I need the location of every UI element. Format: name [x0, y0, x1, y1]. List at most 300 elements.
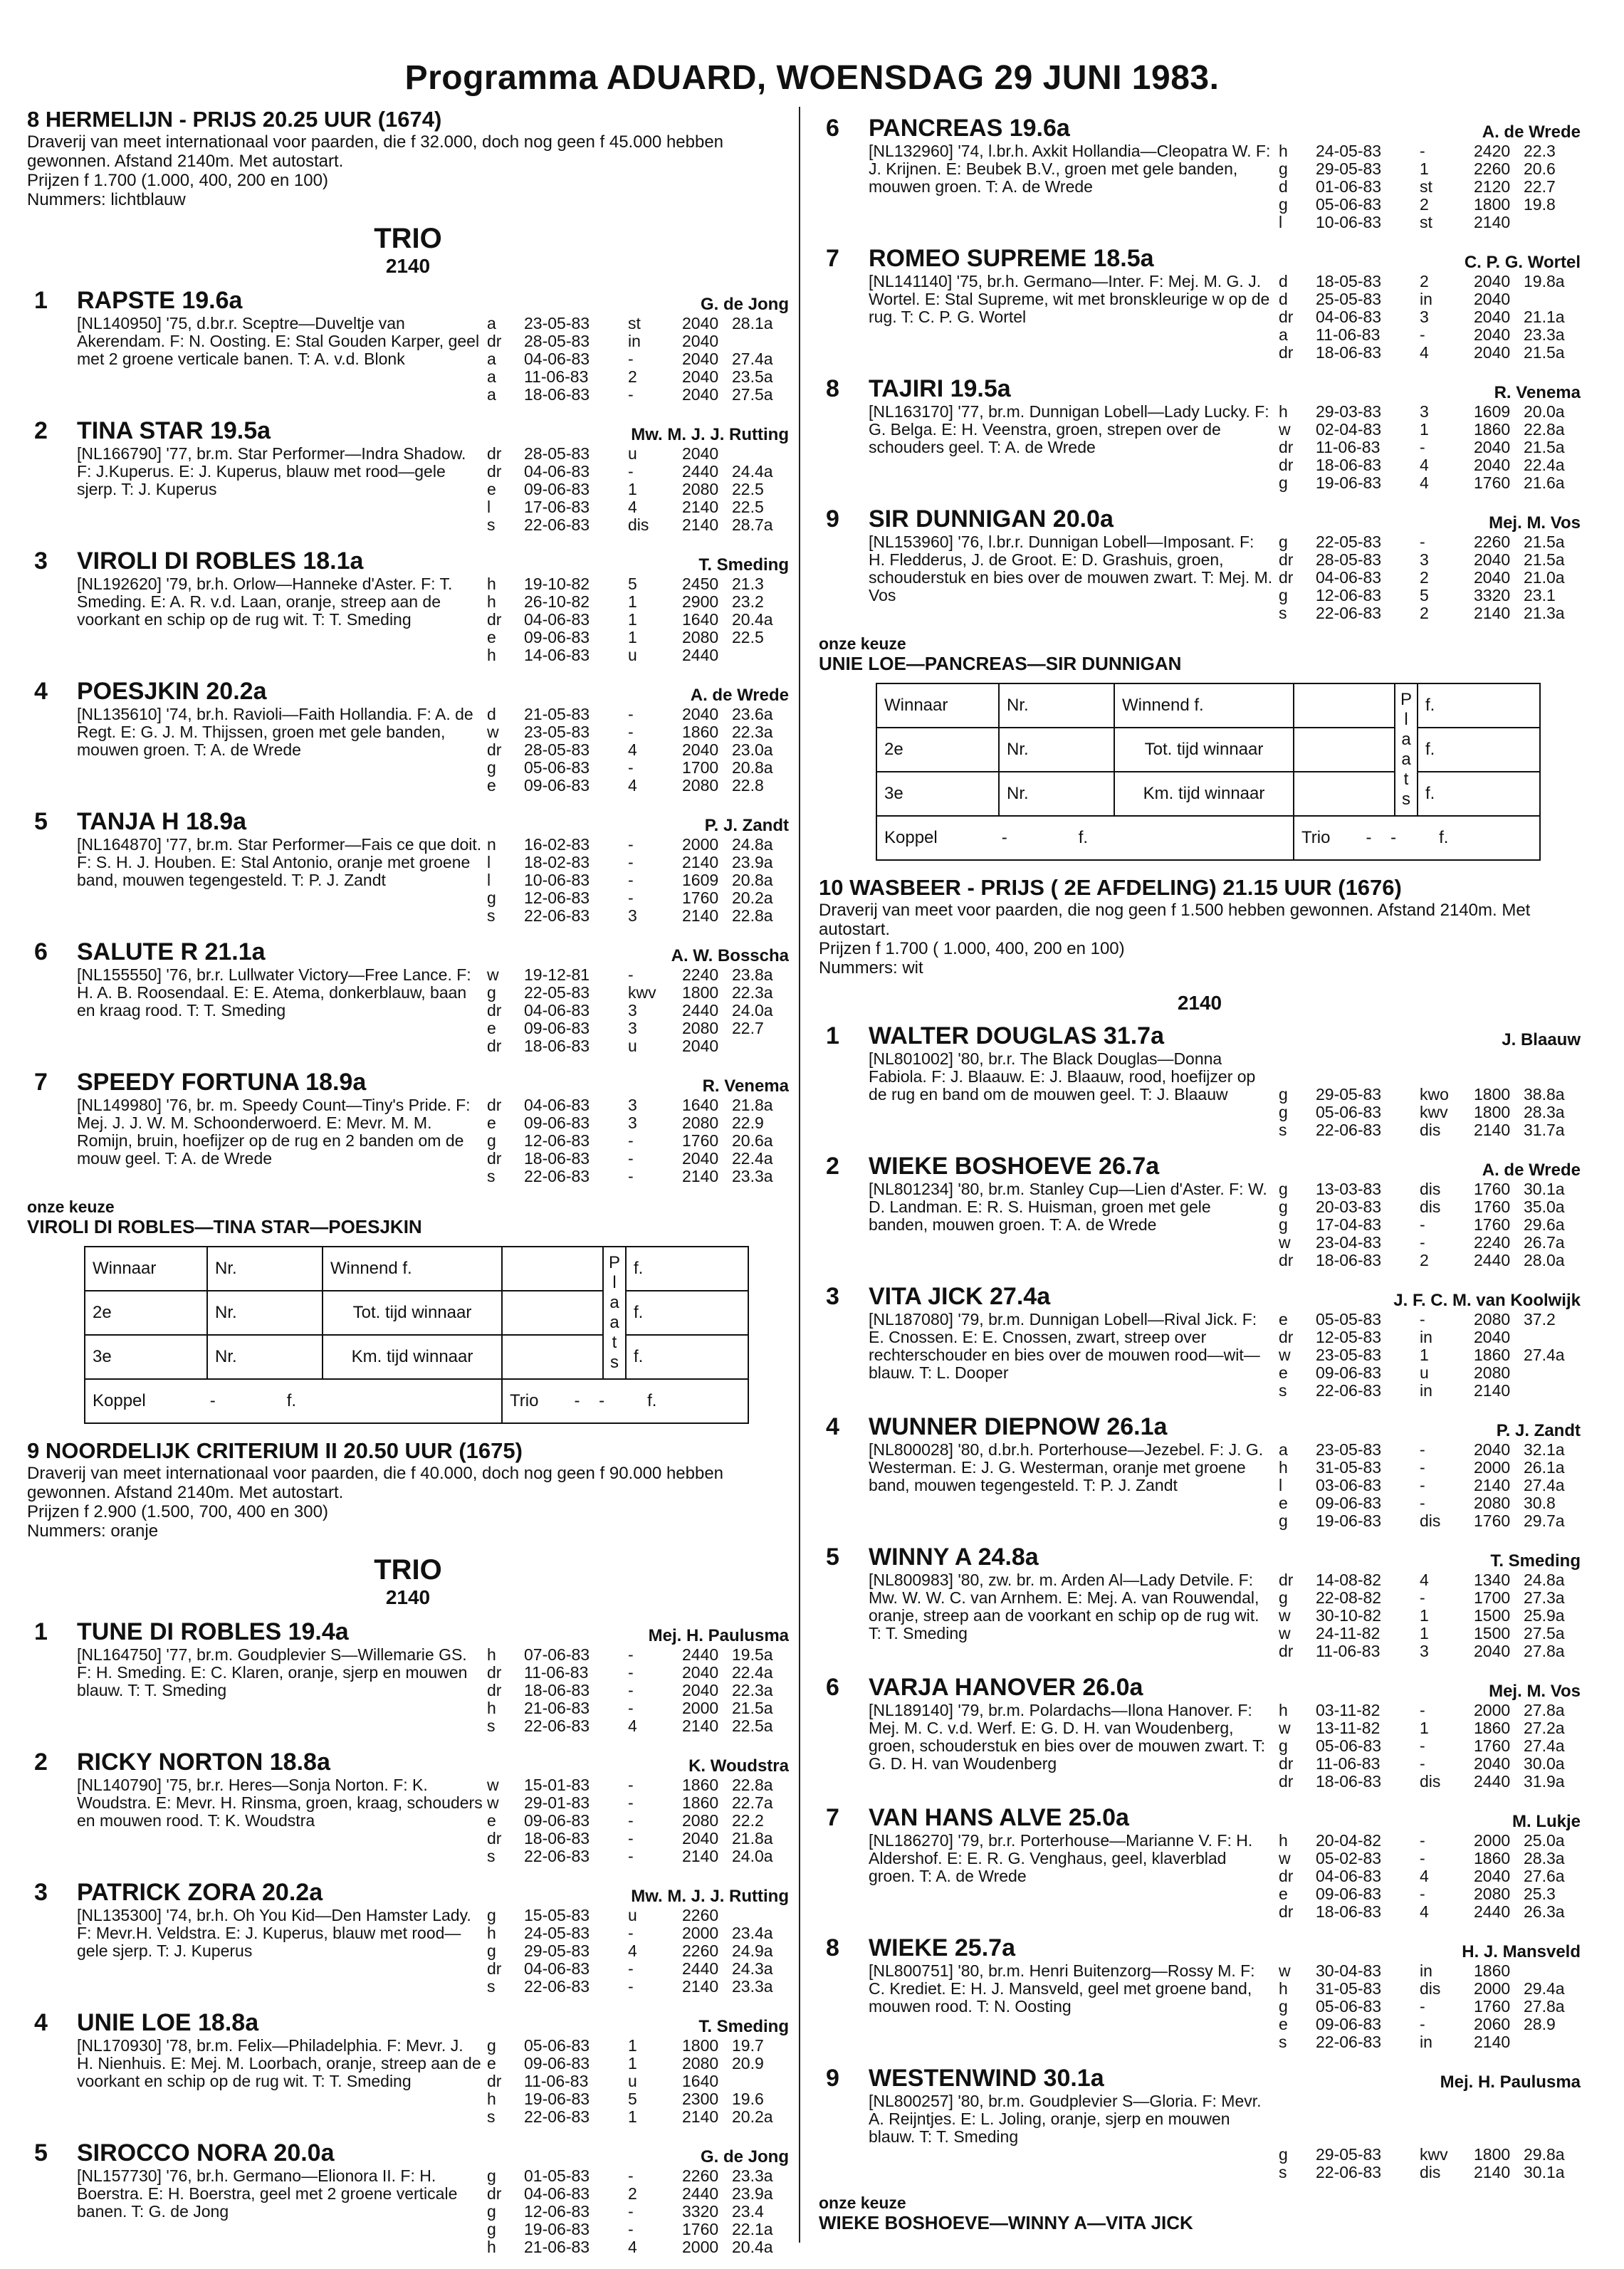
race-date: 09-06-83	[524, 1019, 590, 1037]
winner-label[interactable]: Winnaar	[876, 683, 999, 728]
km-time: 29.4a	[1524, 1979, 1565, 1998]
track-code: g	[1279, 1198, 1288, 1216]
placing: u	[628, 1037, 637, 1055]
horse-title-row	[819, 1934, 1581, 1962]
race-date: 25-05-83	[1316, 290, 1382, 308]
placing: -	[1420, 2015, 1425, 2033]
placing: -	[628, 1681, 634, 1699]
koppel-cell[interactable]	[85, 1379, 502, 1423]
horse-number: 2	[34, 1749, 48, 1776]
third-label[interactable]: 3e	[85, 1335, 207, 1379]
input-cell[interactable]	[502, 1335, 603, 1379]
km-time: 25.3	[1524, 1885, 1556, 1903]
track-code: g	[1279, 1511, 1288, 1530]
km-time	[1524, 1364, 1581, 1382]
track-code: g	[1279, 586, 1288, 604]
placing: -	[628, 350, 634, 368]
horse-driver: P. J. Zandt	[1496, 1421, 1581, 1440]
result-line	[487, 445, 789, 463]
horse-name: VAN HANS ALVE 25.0a	[869, 1804, 1129, 1831]
km-time: 20.8a	[732, 758, 773, 777]
track-code: dr	[487, 1663, 502, 1682]
horse-driver: R. Venema	[1494, 383, 1581, 402]
horse-number: 6	[34, 938, 48, 965]
result-line	[487, 1924, 789, 1942]
result-line	[1279, 178, 1581, 196]
km-time: 21.5a	[732, 1699, 773, 1717]
horse-driver: J. Blaauw	[1502, 1030, 1581, 1049]
track-code: h	[487, 1699, 496, 1717]
horse-name: PANCREAS 19.6a	[869, 115, 1070, 142]
km-time: 23.4a	[732, 1924, 773, 1942]
track-code: e	[1279, 1885, 1288, 1903]
run-distance: 1760	[1474, 1997, 1511, 2016]
track-code: h	[487, 592, 496, 611]
km-time: 20.6	[1524, 159, 1556, 178]
run-distance: 2040	[1474, 1328, 1511, 1346]
placing: 1	[1420, 420, 1429, 439]
race-date: 18-02-83	[524, 853, 590, 871]
placing: 3	[628, 906, 637, 925]
race-date: 05-06-83	[1316, 1997, 1382, 2016]
input-cell[interactable]	[502, 1247, 603, 1291]
horse-description: [NL800257] '80, br.m. Goudplevier S—Gloria. F: Mevr. A. Reijntjes. E: L. Joling, oranje, sjerp en mouwen blauw. T: T. Smeding	[869, 2092, 1262, 2146]
place-amount[interactable]: f.	[626, 1291, 748, 1335]
result-line	[1279, 1311, 1581, 1329]
result-line	[487, 516, 789, 534]
km-time: 27.3a	[1524, 1588, 1565, 1607]
placing: -	[628, 871, 634, 889]
placing: dis	[1420, 1180, 1441, 1198]
km-time: 25.0a	[1524, 1831, 1565, 1850]
winnings-label[interactable]: Winnend f.	[1114, 683, 1294, 728]
our-choice: UNIE LOE—PANCREAS—SIR DUNNIGAN	[819, 653, 1182, 674]
race-date: 05-06-83	[1316, 195, 1382, 214]
horse-name: WIEKE 25.7a	[869, 1934, 1015, 1961]
horse-title-row	[819, 244, 1581, 273]
result-line	[487, 1942, 789, 1960]
km-time: 22.5a	[732, 1717, 773, 1735]
track-code: dr	[1279, 1867, 1294, 1885]
horse-body	[819, 2092, 1581, 2181]
koppel-cell[interactable]	[876, 816, 1294, 860]
place-amount[interactable]: f.	[626, 1335, 748, 1379]
run-distance: 2900	[682, 592, 719, 611]
result-line	[487, 1907, 789, 1924]
horse-title-row	[819, 1022, 1581, 1050]
race-distance: 2140	[385, 1586, 431, 1608]
nr-label[interactable]: Nr.	[999, 772, 1114, 816]
horse-name: WIEKE BOSHOEVE 26.7a	[869, 1153, 1160, 1180]
km-time: 37.2	[1524, 1310, 1556, 1329]
horse-body	[27, 1646, 789, 1735]
km-time: 20.2a	[732, 2107, 773, 2126]
horse-title-row	[819, 1543, 1581, 1571]
input-cell[interactable]	[1294, 728, 1395, 772]
horse-title-row	[27, 547, 789, 575]
km-time: 19.6	[732, 2090, 764, 2108]
run-distance: 1760	[1474, 473, 1511, 492]
race-date: 18-06-83	[1316, 343, 1382, 362]
horse-description: [NL140950] '75, d.br.r. Sceptre—Duveltje van Akerendam. F: N. Oosting. E: Stal Gouden Karper, geel met 2 groene verticale banen. T: A. v.d. Blonk	[77, 314, 480, 368]
horse-entry	[819, 1022, 1581, 1139]
race-date: 12-06-83	[1316, 586, 1382, 604]
km-time-label[interactable]: Km. tijd winnaar	[323, 1335, 502, 1379]
horse-number: 2	[826, 1153, 839, 1180]
placing: in	[1420, 1328, 1432, 1346]
horse-entry	[819, 374, 1581, 492]
placing: 5	[628, 575, 637, 593]
horse-number: 2	[34, 417, 48, 444]
nr-label[interactable]: Nr.	[207, 1247, 323, 1291]
placing: 4	[628, 740, 637, 759]
km-time: 22.4a	[1524, 456, 1565, 474]
run-distance: 2080	[682, 1019, 719, 1037]
run-distance: 2040	[682, 314, 719, 332]
place-letter: P	[608, 1253, 620, 1272]
run-distance: 1340	[1474, 1571, 1511, 1589]
horse-body	[819, 1962, 1581, 2051]
result-line	[1279, 1885, 1581, 1903]
run-distance: 2140	[682, 498, 719, 516]
result-line	[487, 1978, 789, 1996]
placing: kwv	[1420, 2145, 1448, 2164]
horse-name: WALTER DOUGLAS 31.7a	[869, 1022, 1164, 1049]
placing: -	[1420, 1831, 1425, 1850]
run-distance: 1760	[1474, 1180, 1511, 1198]
run-distance: 2040	[1474, 456, 1511, 474]
km-time: 27.4a	[1524, 1346, 1565, 1364]
track-code: s	[487, 1977, 496, 1996]
km-time: 20.9	[732, 2054, 764, 2073]
km-time	[1524, 214, 1581, 231]
bet-type: TRIO	[374, 223, 442, 254]
winner-label[interactable]: Winnaar	[85, 1247, 207, 1291]
result-line	[1279, 308, 1581, 326]
run-distance: 1760	[682, 2220, 719, 2238]
race-date: 09-06-83	[1316, 1494, 1382, 1512]
race-date: 09-06-83	[1316, 2015, 1382, 2033]
placing: u	[628, 444, 637, 463]
result-form-row	[85, 1291, 748, 1335]
nr-label[interactable]: Nr.	[999, 683, 1114, 728]
race-prizes: Prijzen f 1.700 (1.000, 400, 200 en 100)	[27, 171, 328, 190]
track-code: h	[487, 646, 496, 664]
track-code: d	[1279, 177, 1288, 196]
trio-cell[interactable]	[1294, 816, 1540, 860]
recent-results	[487, 1646, 789, 1735]
result-line	[1279, 1216, 1581, 1234]
race-date: 22-06-83	[1316, 1121, 1382, 1139]
horse-number: 7	[826, 245, 839, 272]
track-code: dr	[487, 332, 502, 350]
run-distance: 1860	[1474, 1719, 1511, 1737]
placing: -	[628, 1149, 634, 1168]
race-date: 01-06-83	[1316, 177, 1382, 196]
recent-results	[487, 2167, 789, 2256]
race-date: 05-06-83	[1316, 1103, 1382, 1121]
horse-title-row	[819, 1673, 1581, 1702]
run-distance: 1800	[682, 983, 719, 1002]
result-line	[1279, 1642, 1581, 1660]
place-amount[interactable]: f.	[1418, 683, 1540, 728]
race-date: 22-08-82	[1316, 1588, 1382, 1607]
placing: -	[628, 1793, 634, 1812]
horse-description: [NL800028] '80, d.br.h. Porterhouse—Jezebel. F: J. G. Westerman. E: J. G. Westerman, oranje met groene band, mouwen tegengesteld. T: P. J. Zandt	[869, 1440, 1264, 1494]
placing: -	[1420, 1310, 1425, 1329]
placing: 5	[1420, 586, 1429, 604]
horse-driver: J. F. C. M. van Koolwijk	[1393, 1291, 1581, 1310]
recent-results	[1279, 1571, 1581, 1660]
place-amount[interactable]: f.	[626, 1247, 748, 1291]
km-time: 20.4a	[732, 610, 773, 629]
placing: 4	[1420, 1571, 1429, 1589]
run-distance: 2040	[682, 1681, 719, 1699]
race-date: 21-06-83	[524, 2238, 590, 2256]
track-code: g	[1279, 159, 1288, 178]
run-distance: 2140	[682, 515, 719, 534]
track-code: w	[487, 1793, 499, 1812]
nr-label[interactable]: Nr.	[999, 728, 1114, 772]
run-distance: 2080	[1474, 1885, 1511, 1903]
km-time-label[interactable]: Km. tijd winnaar	[1114, 772, 1294, 816]
km-time: 23.8a	[732, 965, 773, 984]
run-distance: 1800	[682, 2036, 719, 2055]
result-line	[487, 386, 789, 404]
trio-amount: f.	[1439, 828, 1449, 847]
km-time	[732, 332, 789, 350]
result-line	[487, 575, 789, 593]
horse-title-row	[27, 807, 789, 836]
horse-driver: K. Woudstra	[688, 1756, 789, 1776]
placing: dis	[1420, 1121, 1441, 1139]
race-date: 19-06-83	[524, 2090, 590, 2108]
run-distance: 1860	[1474, 1961, 1511, 1980]
race-prizes: Prijzen f 1.700 ( 1.000, 400, 200 en 100)	[819, 939, 1125, 958]
result-line	[1279, 533, 1581, 551]
km-time: 19.8	[1524, 195, 1556, 214]
track-code: d	[1279, 272, 1288, 290]
result-line	[1279, 1832, 1581, 1850]
total-time-label[interactable]: Tot. tijd winnaar	[323, 1291, 502, 1335]
km-time: 22.9	[732, 1113, 764, 1132]
track-code: s	[487, 1717, 496, 1735]
nr-label[interactable]: Nr.	[207, 1335, 323, 1379]
track-code: s	[1279, 2033, 1287, 2051]
trio-cell[interactable]	[502, 1379, 748, 1423]
result-line	[1279, 1850, 1581, 1867]
km-time: 27.8a	[1524, 1701, 1565, 1719]
track-code: dr	[487, 462, 502, 481]
result-line	[487, 646, 789, 664]
race-date: 11-06-83	[1316, 325, 1381, 344]
track-code: g	[487, 2036, 496, 2055]
track-code: s	[487, 1847, 496, 1865]
run-distance: 2240	[1474, 1233, 1511, 1252]
result-line	[1279, 403, 1581, 421]
km-time: 23.3a	[732, 2166, 773, 2185]
koppel-amount: f.	[286, 1391, 297, 1410]
place-amount[interactable]: f.	[1418, 728, 1540, 772]
track-code: dr	[487, 1001, 502, 1020]
km-time	[1524, 290, 1581, 308]
winnings-label[interactable]: Winnend f.	[323, 1247, 502, 1291]
placing: -	[628, 1699, 634, 1717]
race-date: 20-03-83	[1316, 1198, 1382, 1216]
place-letter: l	[612, 1273, 617, 1292]
place-letter: l	[1404, 710, 1408, 729]
track-code: g	[1279, 1180, 1288, 1198]
total-time-label[interactable]: Tot. tijd winnaar	[1114, 728, 1294, 772]
run-distance: 3320	[1474, 586, 1511, 604]
horse-description: [NL166790] '77, br.m. Star Performer—Indra Shadow. F: J.Kuperus. E: J. Kuperus, blauw met rood—gele sjerp. T: J. Kuperus	[77, 444, 466, 498]
placing: 1	[1420, 1719, 1429, 1737]
track-code: w	[1279, 1233, 1291, 1252]
km-time: 22.4a	[732, 1663, 773, 1682]
placing: dis	[1420, 1511, 1441, 1530]
result-line	[1279, 1198, 1581, 1216]
km-time: 22.8a	[732, 906, 773, 925]
race-date: 05-06-83	[524, 2036, 590, 2055]
horse-name: VIROLI DI ROBLES 18.1a	[77, 547, 364, 575]
second-label[interactable]: 2e	[876, 728, 999, 772]
track-code: g	[1279, 1085, 1288, 1104]
recent-results	[487, 1096, 789, 1185]
horse-number: 6	[826, 1674, 839, 1701]
km-time: 29.6a	[1524, 1215, 1565, 1234]
km-time: 21.5a	[1524, 343, 1565, 362]
horse-entry	[27, 2008, 789, 2126]
race-date: 03-06-83	[1316, 1476, 1382, 1494]
race-date: 22-06-83	[524, 1717, 590, 1735]
km-time: 23.5a	[732, 367, 773, 386]
race-date: 17-04-83	[1316, 1215, 1382, 1234]
run-distance: 1609	[682, 871, 719, 889]
run-distance: 2040	[682, 1149, 719, 1168]
run-distance: 2260	[1474, 533, 1511, 551]
run-distance: 2440	[682, 1001, 719, 1020]
run-distance: 2440	[682, 1959, 719, 1978]
input-cell[interactable]	[1294, 772, 1395, 816]
result-line	[487, 611, 789, 629]
track-code: dr	[487, 1149, 502, 1168]
km-time: 22.3a	[732, 723, 773, 741]
run-distance: 2040	[1474, 1440, 1511, 1459]
input-cell[interactable]	[1294, 683, 1395, 728]
result-line	[487, 629, 789, 646]
run-distance: 2040	[682, 332, 719, 350]
result-line	[1279, 1625, 1581, 1642]
horse-description: [NL157730] '76, br.h. Germano—Elionora II. F: H. Boerstra. E: H. Boerstra, geel met 2 groene verticale banen. T: G. de Jong	[77, 2166, 458, 2221]
horse-body	[27, 445, 789, 534]
placing: -	[1420, 1588, 1425, 1607]
horse-description: [NL164750] '77, br.m. Goudplevier S—Willemarie GS. F: H. Smeding. E: C. Klaren, oranje, sjerp en mouwen blauw. T: T. Smeding	[77, 1645, 468, 1699]
race-date: 18-06-83	[524, 1037, 590, 1055]
track-code: w	[1279, 1849, 1291, 1867]
km-time: 22.2	[732, 1811, 764, 1830]
result-line	[1279, 2016, 1581, 2033]
track-code: dr	[1279, 1328, 1294, 1346]
result-line	[487, 2203, 789, 2221]
result-line	[1279, 2164, 1581, 2181]
race-date: 18-06-83	[1316, 1772, 1382, 1791]
run-distance: 1860	[1474, 1346, 1511, 1364]
horse-description: [NL801234] '80, br.m. Stanley Cup—Lien d'Aster. F: W. D. Landman. E: R. S. Huisman, groen met gele banden, mouwen groen. T: A. de Wrede	[869, 1180, 1267, 1234]
horse-driver: A. de Wrede	[1482, 1160, 1581, 1180]
placing: -	[1420, 1440, 1425, 1459]
track-code: g	[1279, 1588, 1288, 1607]
input-cell[interactable]	[502, 1291, 603, 1335]
km-time: 28.1a	[732, 314, 773, 332]
result-line	[487, 332, 789, 350]
run-distance: 2140	[682, 2107, 719, 2126]
race-date: 04-06-83	[524, 462, 590, 481]
horse-entry	[27, 1068, 789, 1185]
result-line	[487, 2090, 789, 2108]
run-distance: 2040	[682, 350, 719, 368]
horse-body	[819, 142, 1581, 231]
result-line	[1279, 1459, 1581, 1477]
horse-title-row	[819, 2064, 1581, 2092]
placing: -	[628, 1776, 634, 1794]
run-distance: 2440	[682, 646, 719, 664]
horse-entry	[27, 286, 789, 404]
track-code: e	[487, 1019, 496, 1037]
third-label[interactable]: 3e	[876, 772, 999, 816]
recent-results	[1279, 2092, 1581, 2181]
placing: -	[1420, 1997, 1425, 2016]
race-date: 04-06-83	[1316, 568, 1382, 587]
result-line	[1279, 587, 1581, 604]
result-line	[1279, 1104, 1581, 1121]
race-date: 22-06-83	[524, 515, 590, 534]
km-time: 20.4a	[732, 2238, 773, 2256]
km-time	[732, 1907, 789, 1924]
place-amount[interactable]: f.	[1418, 772, 1540, 816]
placing: -	[1420, 1736, 1425, 1755]
recent-results	[1279, 1180, 1581, 1269]
result-line	[1279, 1346, 1581, 1364]
track-code: g	[1279, 2145, 1288, 2164]
result-line	[1279, 439, 1581, 456]
place-letter: s	[610, 1353, 619, 1372]
horse-number: 6	[826, 115, 839, 142]
horse-name: VARJA HANOVER 26.0a	[869, 1674, 1143, 1701]
run-distance: 2040	[682, 740, 719, 759]
recent-results	[1279, 273, 1581, 362]
second-label[interactable]: 2e	[85, 1291, 207, 1335]
placing: -	[628, 758, 634, 777]
nr-label[interactable]: Nr.	[207, 1291, 323, 1335]
horse-driver: A. W. Bosscha	[671, 946, 789, 965]
km-time: 22.1a	[732, 2220, 773, 2238]
horse-body	[27, 706, 789, 795]
run-distance: 1609	[1474, 402, 1511, 421]
result-line	[487, 854, 789, 871]
run-distance: 2040	[1474, 1867, 1511, 1885]
horse-name: POESJKIN 20.2a	[77, 678, 267, 705]
km-time: 20.6a	[732, 1131, 773, 1150]
km-time: 21.1a	[1524, 308, 1565, 326]
race-conditions	[819, 901, 1581, 978]
km-time: 22.7	[1524, 177, 1556, 196]
horse-driver: Mw. M. J. J. Rutting	[631, 1887, 789, 1906]
result-line	[487, 1699, 789, 1717]
recent-results	[487, 1776, 789, 1865]
placing: 2	[628, 367, 637, 386]
placing: in	[628, 332, 641, 350]
horse-driver: H. J. Mansveld	[1462, 1942, 1581, 1961]
